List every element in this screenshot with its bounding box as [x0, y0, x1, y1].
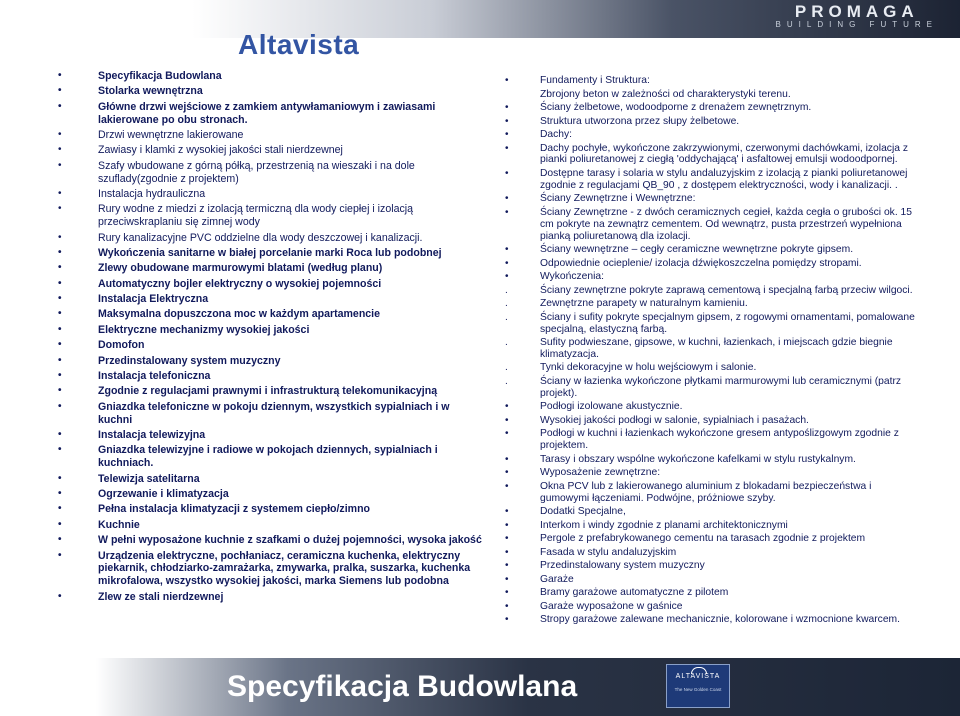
bullet-icon: • [505, 257, 509, 269]
left-list-text: Kuchnie [98, 518, 140, 531]
left-list-text: Ogrzewanie i klimatyzacja [98, 487, 229, 500]
right-list-text: Struktura utworzona przez słupy żelbetowe. [540, 115, 740, 127]
right-list-text: Ściany w łazienka wykończone płytkami marmurowymi lub ceramicznymi (patrz projekt). [540, 375, 902, 399]
right-list-text: Ściany Zewnętrzne i Wewnętrzne: [540, 193, 696, 205]
right-list-item [503, 601, 918, 613]
right-list-item [503, 207, 918, 243]
left-list-text: Szafy wbudowane z górną półką, przestrzenią na wieszaki i na dole szuflady(zgodnie z projektem) [98, 159, 415, 185]
left-list-text: W pełni wyposażone kuchnie z szafkami o dużej pojemności, wysoka jakość [98, 534, 482, 547]
right-list-item [503, 481, 918, 505]
bullet-icon: • [58, 472, 62, 484]
left-list-item [58, 385, 486, 398]
right-list-item [503, 614, 918, 626]
bullet-icon: • [58, 262, 62, 274]
left-list-text: Urządzenia elektryczne, pochłaniacz, ceramiczna kuchenka, elektryczny piekarnik, chłodziarko-zamrażarka, zmywarka, pralka, suszarka, kuchenka mikrofalowa, wszystko wysokiej jakości, marka Siemens lub podobna [98, 549, 471, 588]
right-list-text: Odpowiednie ocieplenie/ izolacja dźwiękoszczelna pomiędzy stropami. [540, 257, 862, 269]
left-list-text: Maksymalna dopuszczona moc w każdym apartamencie [98, 308, 381, 321]
bullet-icon: • [505, 115, 509, 127]
footer-title: Specyfikacja Budowlana [227, 670, 578, 703]
right-list-item [503, 506, 918, 518]
right-spec-list [503, 75, 918, 628]
right-list-text: Ściany żelbetowe, wodoodporne z drenażem zewnętrznym. [540, 102, 812, 113]
left-spec-list [58, 70, 486, 606]
bullet-icon: • [58, 100, 62, 112]
right-list-item [503, 574, 918, 586]
bullet-icon: • [505, 129, 509, 140]
right-list-item [503, 116, 918, 128]
bullet-icon: • [58, 400, 62, 412]
right-list-item [503, 258, 918, 270]
left-list-item [58, 232, 486, 245]
bullet-icon: • [58, 308, 62, 320]
left-list-item [58, 591, 486, 604]
left-list-item [58, 85, 486, 98]
right-list-item [503, 587, 918, 599]
bullet-icon: • [58, 293, 62, 305]
bullet-icon: • [505, 167, 509, 179]
bullet-icon: • [58, 518, 62, 530]
right-list-text: Zbrojony beton w zależności od charakterystyki terenu. [540, 88, 791, 100]
left-list-item [58, 70, 486, 83]
bullet-icon: . [505, 375, 508, 387]
right-list-text: Fasada w stylu andaluzyjskim [540, 546, 677, 558]
bullet-icon: • [58, 429, 62, 440]
right-list-text: Ściany wewnętrzne – cegły ceramiczne wewnętrzne pokryte gipsem. [540, 244, 854, 256]
right-list-text: Fundamenty i Struktura: [540, 75, 650, 86]
right-list-text: Stropy garażowe zalewane mechanicznie, kolorowane i wzmocnione kwarcem. [540, 614, 900, 626]
bullet-icon: . [505, 311, 508, 323]
right-list-item [503, 454, 918, 466]
left-list-text: Domofon [98, 339, 145, 352]
bullet-icon: . [505, 337, 508, 349]
bullet-icon: • [505, 453, 509, 465]
right-list-text: Ściany Zewnętrzne - z dwóch ceramicznych cegieł, każda cegła o grubości ok. 15 cm pokryte na zewnątrz cementem. Od wewnątrz, pusta przestrzeń wypełniona pianką poliuretanową dla izolacji. [540, 206, 913, 242]
left-list-item [58, 293, 486, 306]
bullet-icon: . [505, 362, 508, 374]
left-list-item [58, 203, 486, 229]
left-list-text: Gniazdka telefoniczne w pokoju dziennym, wszystkich sypialniach i w kuchni [98, 400, 450, 426]
right-list-item [503, 89, 918, 101]
right-list-item [503, 129, 918, 141]
left-list-item [58, 262, 486, 275]
right-list-text: Podłogi w kuchni i łazienkach wykończone gresem antypoślizgowym zgodnie z projektem. [540, 428, 899, 452]
bullet-icon: • [505, 587, 509, 599]
left-list-text: Specyfikacja Budowlana [98, 70, 222, 82]
right-list-item [503, 298, 918, 310]
left-list-text: Drzwi wewnętrzne lakierowane [98, 128, 244, 141]
brand-tagline: BUILDING FUTURE [775, 20, 938, 29]
left-list-item [58, 444, 486, 470]
altavista-logo [666, 664, 730, 708]
left-list-text: Elektryczne mechanizmy wysokiej jakości [98, 323, 310, 336]
bullet-icon: • [58, 159, 62, 171]
right-list-item [503, 285, 918, 297]
left-list-item [58, 144, 486, 157]
bullet-icon: • [58, 85, 62, 97]
left-list-text: Gniazdka telewizyjne i radiowe w pokojach dziennych, sypialniach i kuchniach. [98, 444, 438, 470]
bullet-icon: • [58, 187, 62, 199]
right-list-text: Wykończenia: [540, 271, 605, 283]
bullet-icon: • [505, 102, 509, 113]
bullet-icon: • [505, 206, 509, 218]
right-list-item [503, 415, 918, 427]
left-list-text: Główne drzwi wejściowe z zamkiem antywłamaniowym i zawiasami lakierowane po obu stronach. [98, 100, 436, 126]
bullet-icon: • [58, 354, 62, 366]
bullet-icon: • [58, 370, 62, 382]
bullet-icon: • [58, 246, 62, 258]
bullet-icon: • [505, 193, 509, 205]
bullet-icon: • [505, 244, 509, 256]
left-list-item [58, 370, 486, 383]
left-list-item [58, 534, 486, 547]
right-list-text: Ściany i sufity pokryte specjalnym gipsem, z rogowymi ornamentami, pomalowane specjalną, elastyczną farbą. [540, 311, 915, 335]
bullet-icon: • [505, 271, 509, 283]
top-banner [0, 0, 960, 38]
bullet-icon: • [58, 323, 62, 335]
left-list-text: Zlew ze stali nierdzewnej [98, 590, 224, 603]
bullet-icon: • [58, 444, 62, 456]
bullet-icon: • [58, 590, 62, 602]
right-list-text: Bramy garażowe automatyczne z pilotem [540, 587, 729, 599]
left-list-item [58, 188, 486, 201]
right-list-item [503, 75, 918, 87]
left-list-text: Zawiasy i klamki z wysokiej jakości stali nierdzewnej [98, 144, 343, 157]
right-list-text: Wysokiej jakości podłogi w salonie, sypialniach i pasażach. [540, 414, 809, 426]
left-list-text: Przedinstalowany system muzyczny [98, 354, 281, 367]
bullet-icon: • [505, 414, 509, 426]
right-list-item [503, 312, 918, 336]
left-list-text: Zgodnie z regulacjami prawnymi i infrastrukturą telekomunikacyjną [98, 385, 438, 398]
right-list-item [503, 428, 918, 452]
bullet-icon: • [505, 519, 509, 531]
right-list-text: Podłogi izolowane akustycznie. [540, 401, 683, 413]
right-list-text: Wyposażenie zewnętrzne: [540, 467, 661, 479]
left-list-text: Instalacja hydrauliczna [98, 187, 206, 200]
left-list-text: Instalacja Elektryczna [98, 293, 209, 306]
left-list-item [58, 339, 486, 352]
right-list-item [503, 102, 918, 114]
left-list-item [58, 355, 486, 368]
left-list-item [58, 324, 486, 337]
right-list-text: Tarasy i obszary wspólne wykończone kafelkami w stylu rustykalnym. [540, 453, 856, 465]
bullet-icon: • [505, 546, 509, 558]
brand-name: PROMAGA [794, 2, 919, 21]
right-list-item [503, 401, 918, 413]
left-list-item [58, 160, 486, 186]
left-list-text: Pełna instalacja klimatyzacji z systemem ciepło/zimno [98, 503, 371, 516]
right-list-item [503, 271, 918, 283]
bullet-icon: • [58, 503, 62, 515]
bullet-icon: • [58, 144, 62, 156]
left-list-item [58, 473, 486, 486]
right-list-text: Ściany zewnętrzne pokryte zaprawą cementową i specjalną farbą przeciw wilgoci. [540, 284, 913, 296]
left-list-item [58, 278, 486, 291]
right-list-text: Garaże [540, 573, 574, 585]
left-list-text: Instalacja telefoniczna [98, 370, 211, 383]
bullet-icon: • [505, 560, 509, 572]
right-list-item [503, 467, 918, 479]
left-list-text: Automatyczny bojler elektryczny o wysokiej pojemności [98, 277, 382, 290]
left-list-text: Zlewy obudowane marmurowymi blatami (według planu) [98, 262, 383, 275]
left-list-item [58, 101, 486, 127]
project-title: Altavista [238, 29, 360, 60]
bullet-icon: • [58, 70, 62, 81]
left-list-item [58, 519, 486, 532]
bottom-banner [0, 658, 960, 716]
right-list-text: Pergole z prefabrykowanego cementu na tarasach zgodnie z projektem [540, 533, 866, 545]
bullet-icon: • [505, 142, 509, 154]
bullet-icon: • [505, 428, 509, 440]
promaga-logo [776, 2, 938, 29]
left-list-item [58, 129, 486, 142]
bullet-icon: • [505, 614, 509, 626]
right-list-text: Sufity podwieszane, gipsowe, w kuchni, łazienkach, i miejscach gdzie biegnie klimatyzacja. [540, 337, 893, 360]
left-list-item [58, 488, 486, 501]
right-list-item [503, 244, 918, 256]
bullet-icon: • [505, 533, 509, 545]
bullet-icon: • [58, 534, 62, 546]
right-list-text: Dostępne tarasy i solaria w stylu andaluzyjskim z izolacją z pianki poliuretanowej zgodnie z regulacjami QB_90 , z dostępem elektryczności, wody i kanalizacji. . [540, 167, 908, 191]
right-list-item [503, 168, 918, 192]
left-list-item [58, 550, 486, 588]
bullet-icon: • [505, 506, 509, 518]
right-list-text: Garaże wyposażone w gaśnice [540, 600, 683, 612]
logo-tagline: The New Golden Coast [674, 687, 722, 692]
right-list-item [503, 520, 918, 532]
right-list-item [503, 193, 918, 205]
bullet-icon: • [58, 487, 62, 499]
right-list-text: Zewnętrzne parapety w naturalnym kamieniu. [540, 298, 748, 310]
right-list-item [503, 533, 918, 545]
right-list-text: Dachy: [540, 129, 573, 140]
bullet-icon: • [505, 75, 509, 86]
logo-name: ALTAVISTA [675, 673, 721, 680]
left-list-item [58, 401, 486, 427]
bullet-icon: . [505, 284, 508, 296]
right-list-text: Okna PCV lub z lakierowanego aluminium z blokadami bezpieczeństwa i gumowymi łączeniami. Podwójne, próżniowe szyby. [540, 480, 872, 504]
right-list-item [503, 547, 918, 559]
left-list-text: Instalacja telewizyjna [98, 429, 206, 441]
bullet-icon: . [505, 298, 508, 310]
bullet-icon: • [58, 203, 62, 215]
left-list-text: Rury wodne z miedzi z izolacją termiczną dla wody ciepłej i izolacją przeciwskraplaniu się zimnej wody [98, 203, 413, 229]
right-list-item [503, 362, 918, 374]
right-list-item [503, 560, 918, 572]
bullet-icon: • [58, 385, 62, 397]
right-list-text: Tynki dekoracyjne w holu wejściowym i salonie. [540, 362, 757, 374]
bullet-icon: • [58, 339, 62, 351]
right-list-text: Interkom i windy zgodnie z planami architektonicznymi [540, 519, 788, 531]
left-list-text: Telewizja satelitarna [98, 472, 200, 485]
left-list-item [58, 247, 486, 260]
left-list-text: Stolarka wewnętrzna [98, 85, 203, 98]
left-list-item [58, 429, 486, 442]
right-list-item [503, 143, 918, 167]
left-list-item [58, 503, 486, 516]
left-list-text: Wykończenia sanitarne w białej porcelanie marki Roca lub podobnej [98, 246, 442, 259]
left-list-text: Rury kanalizacyjne PVC oddzielne dla wody deszczowej i kanalizacji. [98, 231, 423, 244]
bullet-icon: • [58, 549, 62, 561]
bullet-icon: • [58, 128, 62, 140]
bullet-icon: • [505, 480, 509, 492]
right-list-text: Przedinstalowany system muzyczny [540, 560, 705, 572]
bullet-icon: • [505, 600, 509, 612]
bullet-icon: • [58, 277, 62, 289]
bullet-icon: • [505, 401, 509, 413]
right-list-item [503, 376, 918, 400]
bullet-icon: • [505, 467, 509, 479]
right-list-text: Dodatki Specjalne, [540, 506, 626, 518]
bullet-icon: • [58, 231, 62, 243]
left-list-item [58, 308, 486, 321]
right-list-item [503, 337, 918, 361]
bullet-icon: • [505, 573, 509, 585]
right-list-text: Dachy pochyłe, wykończone zakrzywionymi, czerwonymi dachówkami, izolacja z pianki poliuretanowej z ciegłą 'oddychającą' i asfaltowej emulsji wodoodpornej. [540, 142, 908, 166]
